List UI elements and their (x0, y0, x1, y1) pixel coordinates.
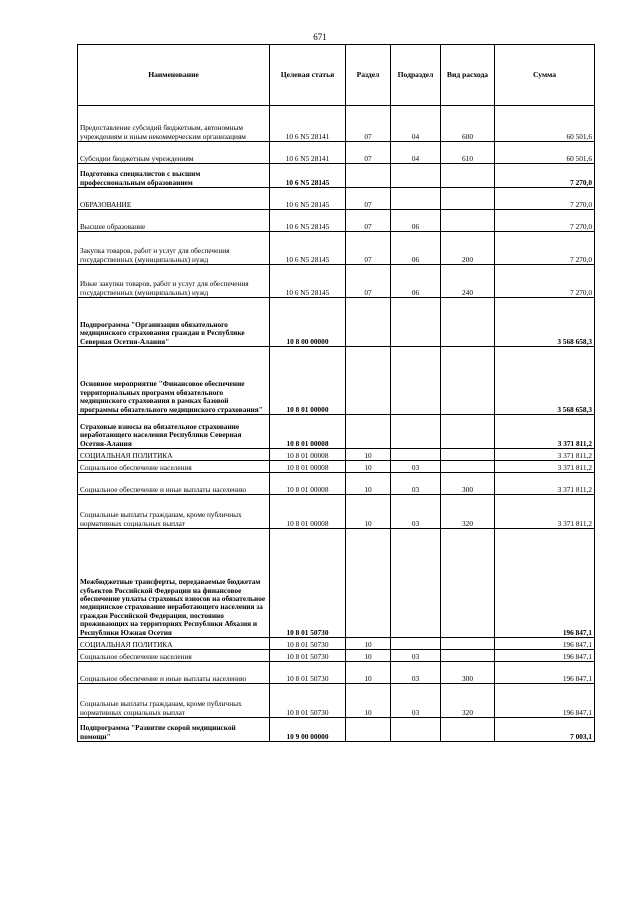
sum-cell: 196 847,1 (495, 684, 595, 718)
expense-type-cell (441, 210, 495, 232)
sum-cell: 3 371 811,2 (495, 461, 595, 473)
section-cell: 10 (346, 638, 391, 650)
subsection-cell: 03 (391, 684, 441, 718)
section-cell (346, 718, 391, 742)
budget-table (77, 44, 595, 742)
column-header-sum: Сумма (495, 45, 595, 106)
target-code-cell: 10 8 01 00008 (270, 449, 346, 461)
table-row (78, 684, 595, 718)
name-cell: Социальное обеспечение населения (78, 461, 270, 473)
subsection-cell: 06 (391, 265, 441, 298)
section-cell: 10 (346, 662, 391, 684)
expense-type-cell (441, 718, 495, 742)
target-code-cell: 10 8 01 50730 (270, 684, 346, 718)
column-header-expense-type: Вид расхода (441, 45, 495, 106)
expense-type-cell: 300 (441, 473, 495, 495)
subsection-cell: 03 (391, 461, 441, 473)
name-cell: СОЦИАЛЬНАЯ ПОЛИТИКА (78, 449, 270, 461)
subsection-cell: 04 (391, 106, 441, 142)
table-row (78, 106, 595, 142)
name-cell: Предоставление субсидий бюджетным, автономным учреждениям и иным некоммерческим организациям (78, 106, 270, 142)
expense-type-cell: 320 (441, 684, 495, 718)
sum-cell: 196 847,1 (495, 529, 595, 638)
section-cell (346, 415, 391, 449)
subsection-cell (391, 188, 441, 210)
section-cell: 10 (346, 684, 391, 718)
table-header-row (78, 45, 595, 106)
expense-type-cell: 240 (441, 265, 495, 298)
sum-cell: 7 270,0 (495, 164, 595, 188)
table-row (78, 298, 595, 347)
table-row (78, 529, 595, 638)
section-cell: 07 (346, 232, 391, 265)
expense-type-cell: 300 (441, 662, 495, 684)
target-code-cell: 10 8 01 00008 (270, 495, 346, 529)
subsection-cell: 03 (391, 662, 441, 684)
sum-cell: 3 568 658,3 (495, 347, 595, 415)
target-code-cell: 10 6 N5 28141 (270, 142, 346, 164)
subsection-cell (391, 347, 441, 415)
sum-cell: 196 847,1 (495, 638, 595, 650)
sum-cell: 60 501,6 (495, 142, 595, 164)
target-code-cell: 10 6 N5 28145 (270, 232, 346, 265)
table-row (78, 449, 595, 461)
subsection-cell: 06 (391, 210, 441, 232)
section-cell: 07 (346, 142, 391, 164)
name-cell: Подготовка специалистов с высшим профессиональным образованием (78, 164, 270, 188)
subsection-cell: 03 (391, 495, 441, 529)
subsection-cell (391, 164, 441, 188)
name-cell: Подпрограмма "Развитие скорой медицинской помощи" (78, 718, 270, 742)
target-code-cell: 10 8 01 00008 (270, 461, 346, 473)
table-row (78, 164, 595, 188)
target-code-cell: 10 6 N5 28145 (270, 188, 346, 210)
table-row (78, 142, 595, 164)
table-row (78, 461, 595, 473)
expense-type-cell (441, 415, 495, 449)
column-header-section: Раздел (346, 45, 391, 106)
section-cell (346, 347, 391, 415)
target-code-cell: 10 8 01 00000 (270, 347, 346, 415)
target-code-cell: 10 8 01 00008 (270, 473, 346, 495)
sum-cell: 196 847,1 (495, 662, 595, 684)
table-row (78, 718, 595, 742)
expense-type-cell (441, 461, 495, 473)
table-row (78, 210, 595, 232)
subsection-cell (391, 718, 441, 742)
expense-type-cell: 600 (441, 106, 495, 142)
sum-cell: 7 270,0 (495, 188, 595, 210)
subsection-cell (391, 638, 441, 650)
name-cell: Социальные выплаты гражданам, кроме публичных нормативных социальных выплат (78, 684, 270, 718)
name-cell: Страховые взносы на обязательное страхование неработающего населения Республики Северная Осетия-Алания (78, 415, 270, 449)
subsection-cell: 03 (391, 473, 441, 495)
table-row (78, 188, 595, 210)
column-header-subsection: Подраздел (391, 45, 441, 106)
sum-cell: 3 568 658,3 (495, 298, 595, 347)
section-cell: 07 (346, 210, 391, 232)
table-row (78, 415, 595, 449)
target-code-cell: 10 8 00 00000 (270, 298, 346, 347)
expense-type-cell (441, 529, 495, 638)
expense-type-cell: 610 (441, 142, 495, 164)
section-cell: 10 (346, 495, 391, 529)
name-cell: Субсидии бюджетным учреждениям (78, 142, 270, 164)
name-cell: ОБРАЗОВАНИЕ (78, 188, 270, 210)
sum-cell: 60 501,6 (495, 106, 595, 142)
section-cell: 07 (346, 265, 391, 298)
expense-type-cell (441, 650, 495, 662)
name-cell: Социальное обеспечение населения (78, 650, 270, 662)
section-cell (346, 164, 391, 188)
name-cell: Социальное обеспечение и иные выплаты населению (78, 662, 270, 684)
subsection-cell: 04 (391, 142, 441, 164)
name-cell: Подпрограмма "Организация обязательного медицинского страхования граждан в Республике Северная Осетия-Алания" (78, 298, 270, 347)
expense-type-cell (441, 449, 495, 461)
expense-type-cell: 320 (441, 495, 495, 529)
table-row (78, 265, 595, 298)
sum-cell: 196 847,1 (495, 650, 595, 662)
expense-type-cell (441, 188, 495, 210)
section-cell: 07 (346, 188, 391, 210)
sum-cell: 7 270,0 (495, 210, 595, 232)
target-code-cell: 10 8 01 50730 (270, 638, 346, 650)
sum-cell: 3 371 811,2 (495, 415, 595, 449)
sum-cell: 3 371 811,2 (495, 495, 595, 529)
target-code-cell: 10 8 01 50730 (270, 650, 346, 662)
page-number: 671 (313, 32, 327, 42)
section-cell (346, 298, 391, 347)
section-cell: 07 (346, 106, 391, 142)
column-header-target: Целевая статья (270, 45, 346, 106)
target-code-cell: 10 9 00 00000 (270, 718, 346, 742)
table-row (78, 662, 595, 684)
name-cell: Высшее образование (78, 210, 270, 232)
target-code-cell: 10 6 N5 28145 (270, 164, 346, 188)
name-cell: Иные закупки товаров, работ и услуг для обеспечения государственных (муниципальных) нужд (78, 265, 270, 298)
table-row (78, 638, 595, 650)
subsection-cell: 06 (391, 232, 441, 265)
section-cell: 10 (346, 461, 391, 473)
target-code-cell: 10 8 01 50730 (270, 529, 346, 638)
name-cell: Закупка товаров, работ и услуг для обеспечения государственных (муниципальных) нужд (78, 232, 270, 265)
expense-type-cell (441, 164, 495, 188)
table-row (78, 232, 595, 265)
name-cell: СОЦИАЛЬНАЯ ПОЛИТИКА (78, 638, 270, 650)
table-row (78, 347, 595, 415)
subsection-cell: 03 (391, 650, 441, 662)
expense-type-cell (441, 298, 495, 347)
expense-type-cell: 200 (441, 232, 495, 265)
sum-cell: 7 270,0 (495, 232, 595, 265)
target-code-cell: 10 6 N5 28141 (270, 106, 346, 142)
section-cell: 10 (346, 449, 391, 461)
target-code-cell: 10 6 N5 28145 (270, 210, 346, 232)
section-cell (346, 529, 391, 638)
name-cell: Социальное обеспечение и иные выплаты населению (78, 473, 270, 495)
subsection-cell (391, 298, 441, 347)
subsection-cell (391, 449, 441, 461)
target-code-cell: 10 8 01 50730 (270, 662, 346, 684)
table-row (78, 650, 595, 662)
target-code-cell: 10 6 N5 28145 (270, 265, 346, 298)
expense-type-cell (441, 638, 495, 650)
column-header-name: Наименование (78, 45, 270, 106)
sum-cell: 7 270,0 (495, 265, 595, 298)
name-cell: Межбюджетные трансферты, передаваемые бюджетам субъектов Российской Федерации на финансовое обеспечение уплаты страховых взносов на обязательное медицинское страхование неработающего населения за граждан Российской Федерации, постоянно проживающих на территориях Республики Абхазия и Республики Южная Осетия (78, 529, 270, 638)
section-cell: 10 (346, 473, 391, 495)
sum-cell: 3 371 811,2 (495, 473, 595, 495)
expense-type-cell (441, 347, 495, 415)
sum-cell: 3 371 811,2 (495, 449, 595, 461)
sum-cell: 7 003,1 (495, 718, 595, 742)
name-cell: Социальные выплаты гражданам, кроме публичных нормативных социальных выплат (78, 495, 270, 529)
section-cell: 10 (346, 650, 391, 662)
subsection-cell (391, 415, 441, 449)
table-row (78, 495, 595, 529)
name-cell: Основное мероприятие "Финансовое обеспечение территориальных программ обязательного медицинского страхования в рамках базовой программы обязательного медицинского страхования" (78, 347, 270, 415)
subsection-cell (391, 529, 441, 638)
table-row (78, 473, 595, 495)
target-code-cell: 10 8 01 00008 (270, 415, 346, 449)
